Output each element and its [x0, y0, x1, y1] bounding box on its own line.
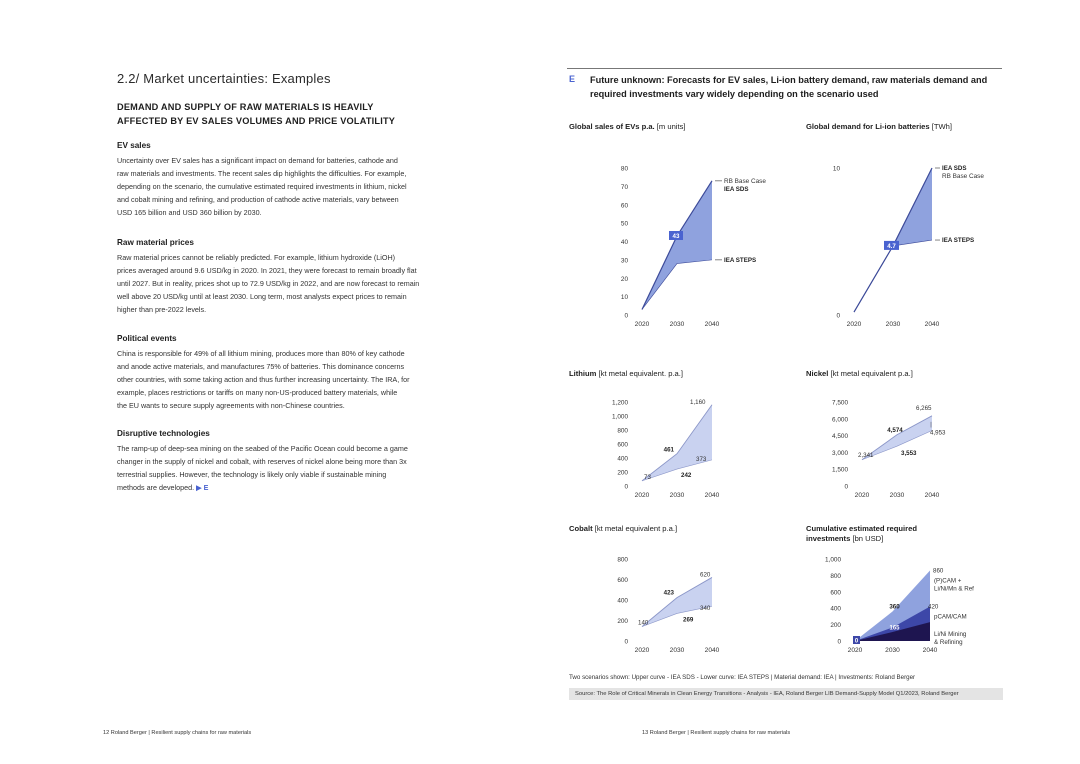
y-tick-label: 0: [624, 638, 628, 646]
value-label: 373: [696, 455, 707, 463]
value-label: 461: [663, 446, 674, 454]
series-band: [642, 405, 712, 481]
y-tick-label: 1,200: [612, 399, 628, 407]
x-tick-label: 2020: [854, 492, 870, 499]
value-label: 269: [683, 616, 694, 624]
x-tick-label: 2040: [924, 321, 940, 328]
chart-unit: [m units]: [656, 122, 686, 131]
legend-label: Li/Ni/Mn & Ref: [934, 585, 974, 593]
value-label: 420: [928, 603, 939, 611]
chart-note: Two scenarios shown: Upper curve - IEA SDS - Lower curve: IEA STEPS | Material demand: IEA | Investments: Roland Berger: [569, 674, 916, 681]
chart-title: Cumulative estimated required investments: [806, 524, 917, 543]
y-tick-label: 0: [836, 312, 840, 320]
legend-label: (P)CAM +: [934, 577, 962, 585]
source-bar: Source: The Role of Critical Minerals in Clean Energy Transitions - Analysis - IEA, Roland Berger LIB Demand-Supply Model Q1/2023, Roland Berger: [569, 688, 1003, 700]
value-label: 43: [672, 232, 680, 240]
chart-title: Global sales of EVs p.a.: [569, 122, 655, 131]
chart-ev-sales: [600, 160, 800, 332]
series-line-lower: [642, 260, 712, 310]
y-tick-label: 0: [624, 312, 628, 320]
value-label: 423: [663, 589, 674, 597]
value-label: 73: [644, 473, 651, 481]
top-rule: [567, 68, 1002, 69]
legend-label: RB Base Case: [942, 173, 984, 180]
exhibit-title: Future unknown: Forecasts for EV sales, Li-ion battery demand, raw materials demand and required investments vary widely depending on the scenario used: [590, 75, 988, 99]
x-tick-label: 2030: [885, 647, 900, 654]
y-tick-label: 20: [620, 275, 628, 283]
chart-unit: [kt metal equivalent. p.a.]: [598, 369, 683, 378]
legend-label: pCAM/CAM: [934, 613, 967, 621]
x-tick-label: 2040: [704, 647, 720, 654]
value-label: 140: [638, 619, 649, 627]
chart-cobalt: [600, 553, 800, 660]
chart-title: Global demand for Li-ion batteries: [806, 122, 930, 131]
y-tick-label: 3,000: [832, 449, 848, 457]
block-political-events: [117, 333, 467, 412]
y-tick-label: 0: [624, 483, 628, 491]
x-tick-label: 2040: [704, 492, 720, 499]
chart-unit: [kt metal equivalent p.a.]: [830, 369, 913, 378]
series-band: [642, 577, 712, 626]
legend-label: IEA SDS: [724, 185, 749, 193]
chart-unit: [bn USD]: [852, 534, 884, 543]
y-tick-label: 70: [620, 183, 628, 191]
block-title: Raw material prices: [117, 238, 194, 247]
value-label: 4,953: [930, 429, 946, 437]
y-tick-label: 1,000: [612, 413, 628, 421]
y-tick-label: 50: [620, 220, 628, 228]
legend-label: Li/Ni Mining: [934, 631, 967, 639]
right-footer: 13 Roland Berger | Resilient supply chains for raw materials: [642, 730, 791, 736]
y-tick-label: 4,500: [832, 433, 848, 441]
y-tick-label: 0: [837, 638, 841, 646]
y-tick-label: 80: [620, 165, 628, 173]
y-tick-label: 600: [617, 577, 628, 584]
value-label: 1,160: [690, 398, 706, 406]
x-tick-label: 2030: [889, 492, 905, 499]
y-tick-label: 800: [617, 556, 628, 564]
x-tick-label: 2020: [846, 321, 862, 328]
y-tick-label: 30: [620, 257, 628, 265]
value-label: 860: [933, 567, 944, 575]
block-title: EV sales: [117, 141, 151, 150]
chart-lithium: [600, 396, 800, 504]
chart-unit: [kt metal equivalent p.a.]: [594, 524, 678, 533]
left-heading: DEMAND AND SUPPLY OF RAW MATERIALS IS HEAVILY AFFECTED BY EV SALES VOLUMES AND PRICE VOLATILITY: [117, 102, 396, 126]
value-label: 3,553: [901, 450, 917, 458]
section-title: 2.2/ Market uncertainties: Examples: [117, 71, 331, 86]
value-label: 4,574: [887, 426, 903, 434]
y-tick-label: 7,500: [832, 399, 848, 407]
chart-title-lithium: [569, 369, 683, 379]
y-tick-label: 10: [620, 294, 628, 302]
legend-label: IEA STEPS: [724, 256, 757, 264]
y-tick-label: 1,000: [825, 556, 841, 564]
value-label: 620: [700, 571, 711, 579]
legend-label: & Refining: [934, 639, 963, 647]
y-tick-label: 800: [830, 572, 841, 580]
value-label: 4.7: [887, 242, 896, 250]
x-tick-label: 2030: [885, 321, 901, 328]
legend-label: IEA STEPS: [942, 237, 975, 245]
chart-title-ev: [569, 122, 686, 132]
y-tick-label: 400: [617, 455, 628, 463]
x-tick-label: 2040: [704, 321, 720, 328]
x-tick-label: 2040: [922, 647, 938, 654]
y-tick-label: 600: [617, 441, 628, 449]
y-tick-label: 40: [620, 239, 628, 246]
y-tick-label: 200: [617, 618, 628, 625]
x-tick-label: 2020: [634, 492, 650, 499]
block-title: Disruptive technologies: [117, 429, 210, 438]
chart-unit: [TWh]: [931, 122, 952, 131]
chart-title-cobalt: [569, 524, 677, 534]
x-tick-label: 2020: [634, 647, 650, 654]
x-tick-label: 2020: [847, 647, 863, 654]
series-band: [854, 168, 932, 312]
left-footer: 12 Roland Berger | Resilient supply chains for raw materials: [103, 730, 252, 736]
value-label: 6,265: [916, 404, 932, 412]
legend-label: RB Base Case: [724, 177, 766, 185]
chart-title-batteries: [806, 122, 952, 132]
value-label: 165: [889, 625, 900, 632]
y-tick-label: 400: [617, 597, 628, 605]
chart-title-nickel: [806, 369, 913, 379]
block-text: China is responsible for 49% of all lithium mining, produces more than 80% of key cathode and anode active materials, and manufactures 75% of batteries. This dominance concerns other countries, with some taking action and thus further increasing uncertainty. The IRA, for example, places restrictions or tariffs on many non-US-produced battery materials, while the EU wants to secure supply agreements with non-Chinese countries.: [117, 349, 410, 410]
block-ev-sales: [117, 140, 467, 219]
y-tick-label: 600: [830, 589, 841, 597]
value-label: 340: [700, 605, 711, 613]
x-tick-label: 2030: [669, 647, 685, 654]
chart-title: Lithium: [569, 369, 597, 378]
chart-title: Nickel: [806, 369, 829, 378]
block-text-body: The ramp-up of deep-sea mining on the seabed of the Pacific Ocean could become a game changer in the supply of nickel and cobalt, with reserves of nickel alone being more than 3x terrestrial supplies. However, the technology is likely only viable if sustainable mining methods are developed.: [117, 444, 408, 492]
y-tick-label: 200: [830, 622, 841, 630]
y-tick-label: 1,500: [832, 466, 848, 474]
x-tick-label: 2030: [669, 321, 685, 328]
chart-nickel: [820, 396, 1020, 504]
x-tick-label: 2030: [669, 492, 685, 499]
y-tick-label: 0: [844, 483, 848, 491]
exhibit-marker: E: [569, 74, 576, 84]
y-tick-label: 10: [832, 165, 840, 173]
y-tick-label: 60: [620, 202, 628, 210]
x-tick-label: 2040: [924, 492, 940, 499]
chart-li-ion-demand: [820, 160, 1020, 332]
x-tick-label: 2020: [634, 321, 650, 328]
value-label: 2,341: [858, 451, 874, 459]
y-tick-label: 200: [617, 469, 628, 477]
reference-link-e[interactable]: ▶ E: [196, 483, 209, 492]
block-text: Uncertainty over EV sales has a significant impact on demand for batteries, cathode and raw materials and investments. The recent sales dip highlights the difficulties. For example, depending on the scenario, the cumulative estimated required investments in lithium, nickel and cobalt mining and refining, and production of cathode active materials, vary between USD 165 billion and USD 360 billion by 2030.: [117, 156, 407, 217]
value-label: 0: [854, 638, 859, 645]
block-disruptive-technologies: [117, 428, 467, 494]
value-label: 360: [889, 603, 900, 611]
chart-title-investments: [806, 524, 946, 544]
y-tick-label: 800: [617, 427, 628, 435]
series-band: [642, 181, 712, 310]
series-line-lower: [854, 240, 932, 312]
block-raw-material-prices: [117, 237, 467, 316]
y-tick-label: 400: [830, 605, 841, 613]
block-title: Political events: [117, 334, 177, 343]
legend-label: IEA SDS: [942, 165, 967, 172]
block-text: [117, 442, 467, 494]
chart-title: Cobalt: [569, 524, 593, 533]
chart-investments: [805, 553, 1010, 660]
y-tick-label: 6,000: [832, 416, 848, 424]
value-label: 242: [681, 472, 692, 480]
block-text: Raw material prices cannot be reliably predicted. For example, lithium hydroxide (LiOH) prices averaged around 9.6 USD/kg in 2020. In 2021, they were forecast to remain broadly flat until 2027. But in reality, prices shot up to 72.9 USD/kg in 2022, and are now forecast to remain well above 20 USD/kg until at least 2030. Long term, most analysts expect prices to remain higher than pre-2022 levels.: [117, 253, 420, 314]
